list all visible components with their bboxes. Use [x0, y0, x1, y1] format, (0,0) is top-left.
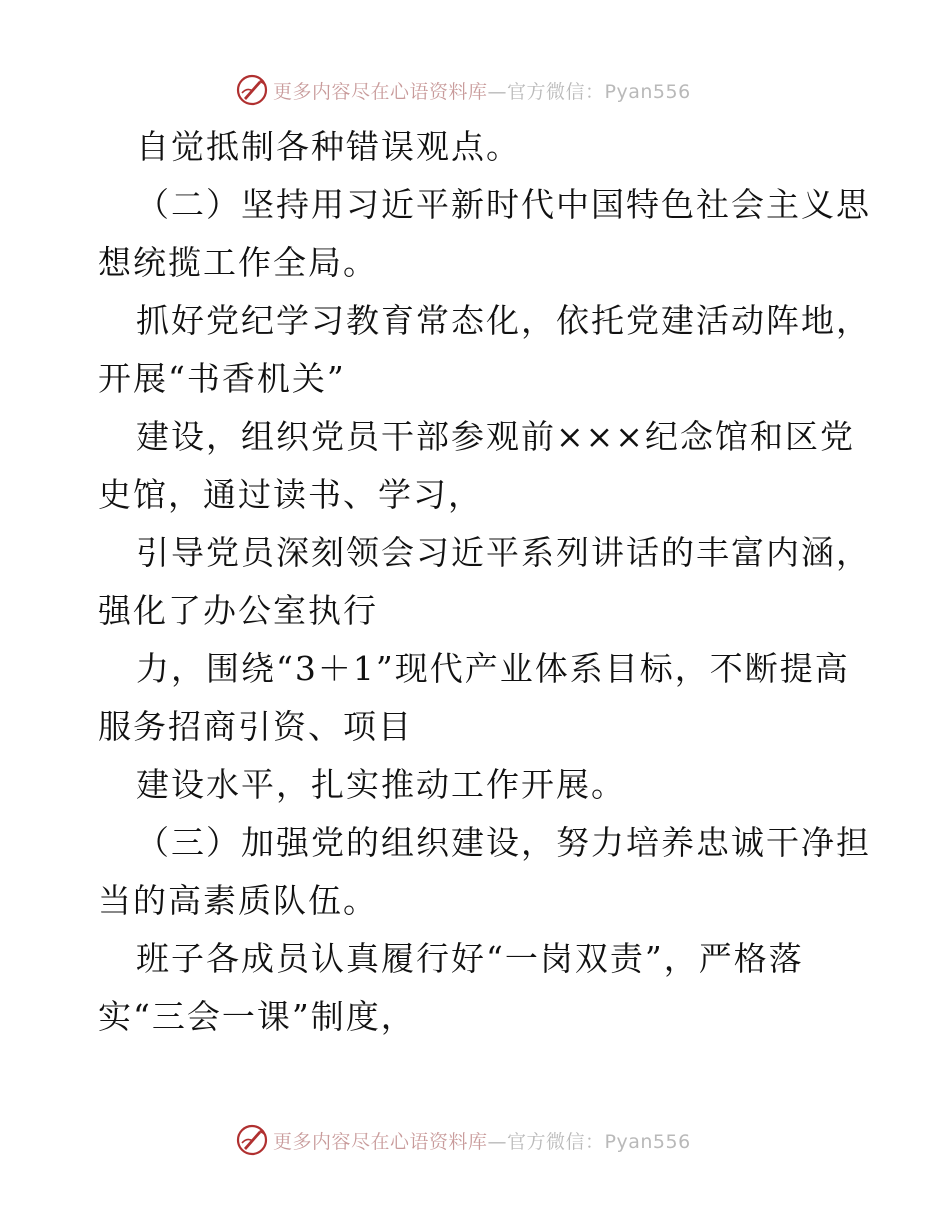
- text-line: 强化了办公室执行: [98, 591, 378, 630]
- text-line: 力，围绕“3＋1”现代产业体系目标，不断提高: [136, 649, 850, 688]
- watermark-text: [273, 1127, 691, 1154]
- text-line: 建设，组织党员干部参观前×××纪念馆和区党: [136, 417, 855, 456]
- quill-logo-icon: [235, 1123, 269, 1157]
- watermark-text: [273, 77, 691, 104]
- watermark-sub: —官方微信：Pyan556: [487, 1130, 691, 1153]
- watermark-main: 更多内容尽在心语资料库: [273, 80, 488, 103]
- text-line: 史馆，通过读书、学习，: [98, 475, 483, 514]
- text-line: 自觉抵制各种错误观点。: [136, 127, 521, 166]
- text-line: 建设水平，扎实推动工作开展。: [136, 765, 626, 804]
- text-line: 抓好党纪学习教育常态化，依托党建活动阵地，: [136, 301, 871, 340]
- header-watermark: [235, 72, 691, 108]
- text-line: 当的高素质队伍。: [98, 881, 378, 920]
- text-line: 开展“书香机关”: [98, 359, 346, 398]
- watermark-sub: —官方微信：Pyan556: [487, 80, 691, 103]
- watermark-main: 更多内容尽在心语资料库: [273, 1130, 488, 1153]
- text-line: （二）坚持用习近平新时代中国特色社会主义思: [136, 185, 871, 224]
- body-text: [98, 118, 871, 1046]
- text-line: （三）加强党的组织建设，努力培养忠诚干净担: [136, 823, 871, 862]
- footer-watermark: [235, 1122, 691, 1158]
- text-line: 想统揽工作全局。: [98, 243, 378, 282]
- text-line: 引导党员深刻领会习近平系列讲话的丰富内涵，: [136, 533, 871, 572]
- text-line: 服务招商引资、项目: [98, 707, 413, 746]
- quill-logo-icon: [235, 73, 269, 107]
- text-line: 班子各成员认真履行好“一岗双责”，严格落: [136, 939, 804, 978]
- text-line: 实“三会一课”制度，: [98, 997, 416, 1036]
